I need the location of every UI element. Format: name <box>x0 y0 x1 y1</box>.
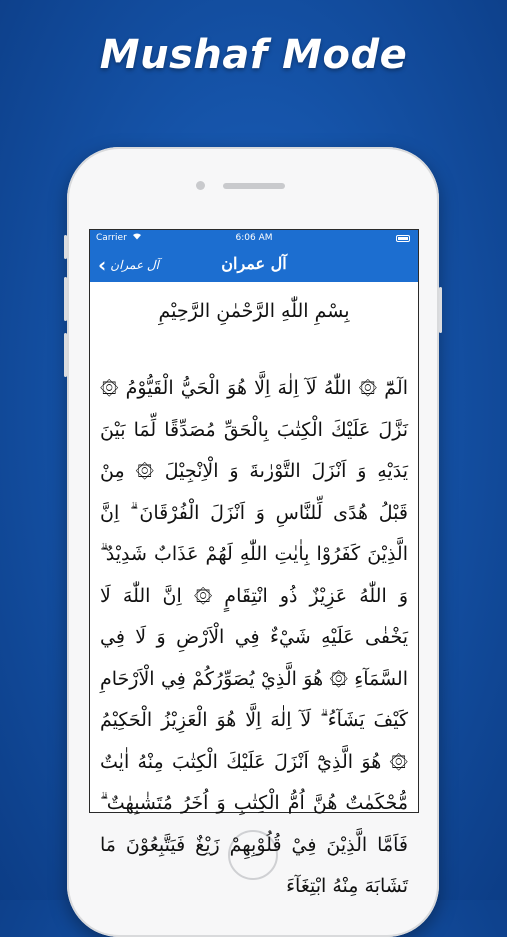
mushaf-page[interactable] <box>90 282 418 897</box>
headline: Mushaf Mode <box>99 32 408 78</box>
status-bar <box>90 233 418 247</box>
mute-switch <box>64 235 67 259</box>
navigation-bar <box>90 230 418 282</box>
app-screen <box>89 229 419 897</box>
earpiece-speaker <box>223 183 285 189</box>
volume-up-button <box>64 277 67 321</box>
carrier-label: Carrier <box>96 233 127 243</box>
verses-text: الٓمّٓ ۞ اللّٰهُ لَآ اِلٰهَ اِلَّا هُوَ الْحَيُّ الْقَيُّوْمُ ۞ نَزَّلَ عَلَيْكَ الْكِتٰبَ بِالْحَقِّ مُصَدِّقًا لِّمَا بَيْنَ يَدَيْهِ وَ اَنْزَلَ التَّوْرٰىةَ وَ الْاِنْجِيْلَ ۞ مِنْ قَبْلُ هُدًى لِّلنَّاسِ وَ اَنْزَلَ الْفُرْقَانَ ۗ اِنَّ الَّذِيْنَ كَفَرُوْا بِاٰيٰتِ اللّٰهِ لَهُمْ عَذَابٌ شَدِيْدٌ ۗ وَ اللّٰهُ عَزِيْزٌ ذُو انْتِقَامٍ ۞ اِنَّ اللّٰهَ لَا يَخْفٰى عَلَيْهِ شَيْءٌ فِي الْاَرْضِ وَ لَا فِي السَّمَآءِ ۞ هُوَ الَّذِيْ يُصَوِّرُكُمْ فِي الْاَرْحَامِ كَيْفَ يَشَآءُ ۗ لَآ اِلٰهَ اِلَّا هُوَ الْعَزِيْزُ الْحَكِيْمُ ۞ هُوَ الَّذِيْٓ اَنْزَلَ عَلَيْكَ الْكِتٰبَ مِنْهُ اٰيٰتٌ مُّحْكَمٰتٌ هُنَّ اُمُّ الْكِتٰبِ وَ اُخَرُ مُتَشٰبِهٰتٌ ۗ فَاَمَّا الَّذِيْنَ فِيْ قُلُوْبِهِمْ زَيْغٌ فَيَتَّبِعُوْنَ مَا تَشَابَهَ مِنْهُ ابْتِغَآءَ <box>100 377 408 897</box>
back-button-label: آل عمران <box>110 258 159 272</box>
status-time: 6:06 AM <box>235 233 273 243</box>
surah-title: آل عمران <box>221 254 287 273</box>
volume-down-button <box>64 333 67 377</box>
front-camera <box>196 181 205 190</box>
bismillah: بِسْمِ اللّٰهِ الرَّحْمٰنِ الرَّحِيْمِ <box>158 300 350 322</box>
power-button <box>439 287 442 333</box>
chevron-left-icon: ‹ <box>98 253 107 277</box>
battery-icon <box>396 235 410 242</box>
